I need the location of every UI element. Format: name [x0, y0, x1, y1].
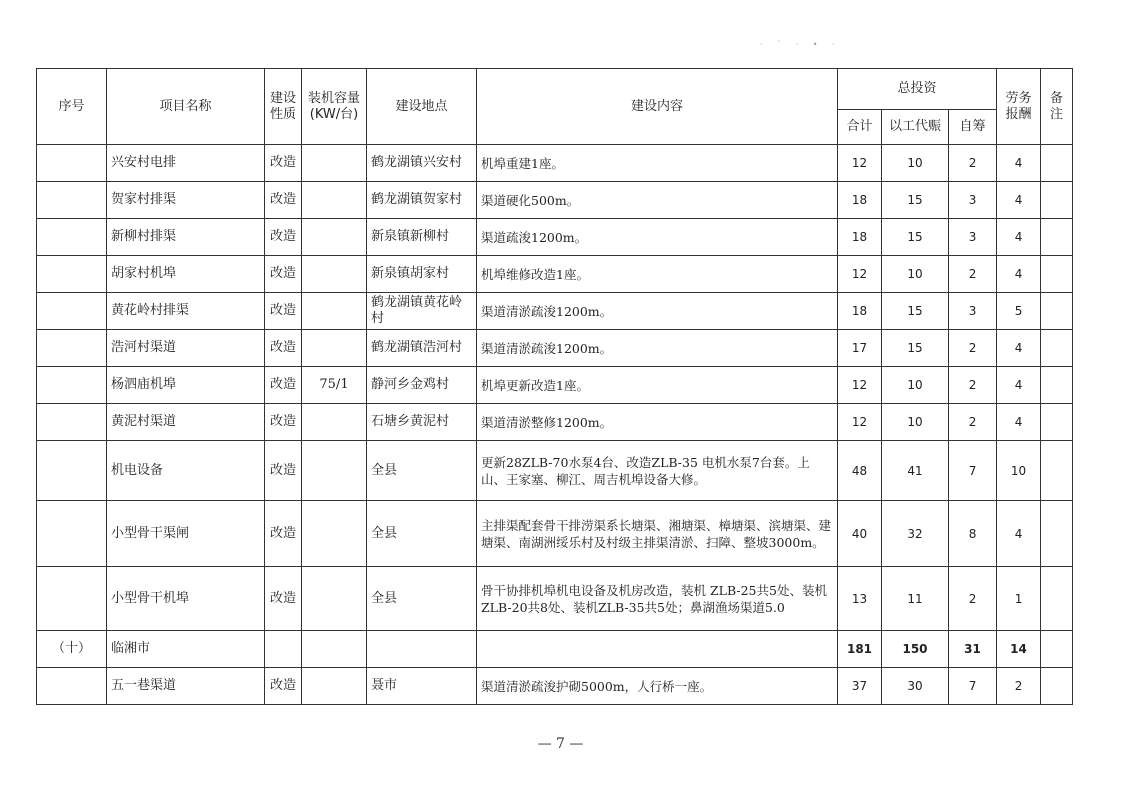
cell-remark: [1041, 668, 1073, 705]
cell-self: 2: [949, 367, 997, 404]
cell-capacity: [302, 668, 367, 705]
cell-relief: 150: [882, 631, 949, 668]
cell-name: 浩河村渠道: [107, 330, 265, 367]
cell-location: [367, 631, 477, 668]
cell-relief: 41: [882, 441, 949, 501]
cell-capacity: [302, 293, 367, 330]
cell-relief: 32: [882, 501, 949, 567]
cell-seq: [37, 501, 107, 567]
cell-seq: [37, 293, 107, 330]
cell-total: 17: [838, 330, 882, 367]
table-row: [37, 567, 1073, 631]
cell-remark: [1041, 182, 1073, 219]
cell-relief: 15: [882, 330, 949, 367]
cell-nature: 改造: [265, 501, 302, 567]
header-location: 建设地点: [367, 69, 477, 145]
cell-content: 渠道清淤疏浚1200m。: [477, 330, 838, 367]
cell-self: 3: [949, 182, 997, 219]
table-row: [37, 182, 1073, 219]
cell-relief: 30: [882, 668, 949, 705]
cell-content: [477, 631, 838, 668]
cell-seq: [37, 145, 107, 182]
cell-name: 贺家村排渠: [107, 182, 265, 219]
cell-name: 机电设备: [107, 441, 265, 501]
cell-nature: 改造: [265, 668, 302, 705]
cell-location: 鹤龙湖镇兴安村: [367, 145, 477, 182]
cell-content: 渠道清淤整修1200m。: [477, 404, 838, 441]
cell-seq: [37, 668, 107, 705]
header-self-raised: 自筹: [949, 110, 997, 145]
cell-total: 18: [838, 182, 882, 219]
cell-nature: 改造: [265, 145, 302, 182]
cell-relief: 15: [882, 182, 949, 219]
cell-total: 12: [838, 145, 882, 182]
header-nature: 建设性质: [265, 69, 302, 145]
cell-location: 石塘乡黄泥村: [367, 404, 477, 441]
cell-seq: [37, 182, 107, 219]
cell-self: 3: [949, 293, 997, 330]
header-project-name: 项目名称: [107, 69, 265, 145]
header-seq: 序号: [37, 69, 107, 145]
header-row-1: [37, 69, 1073, 110]
cell-remark: [1041, 404, 1073, 441]
cell-capacity: [302, 219, 367, 256]
cell-location: 新泉镇胡家村: [367, 256, 477, 293]
cell-relief: 15: [882, 293, 949, 330]
cell-capacity: [302, 501, 367, 567]
header-content: 建设内容: [477, 69, 838, 145]
cell-remark: [1041, 631, 1073, 668]
cell-nature: 改造: [265, 219, 302, 256]
cell-name: 黄花岭村排渠: [107, 293, 265, 330]
cell-capacity: [302, 256, 367, 293]
cell-seq: [37, 367, 107, 404]
table-row: [37, 256, 1073, 293]
cell-nature: 改造: [265, 293, 302, 330]
cell-name: 五一巷渠道: [107, 668, 265, 705]
cell-labor: 14: [997, 631, 1041, 668]
table-row: [37, 219, 1073, 256]
cell-nature: 改造: [265, 567, 302, 631]
cell-relief: 10: [882, 367, 949, 404]
cell-remark: [1041, 256, 1073, 293]
cell-labor: 4: [997, 256, 1041, 293]
cell-name: 小型骨干机埠: [107, 567, 265, 631]
cell-self: 2: [949, 256, 997, 293]
cell-content: 机埠维修改造1座。: [477, 256, 838, 293]
cell-total: 181: [838, 631, 882, 668]
cell-labor: 4: [997, 501, 1041, 567]
cell-seq: （十）: [37, 631, 107, 668]
header-total: 合计: [838, 110, 882, 145]
cell-name: 杨泗庙机埠: [107, 367, 265, 404]
cell-relief: 10: [882, 404, 949, 441]
cell-self: 2: [949, 404, 997, 441]
cell-labor: 4: [997, 145, 1041, 182]
cell-capacity: [302, 404, 367, 441]
cell-nature: 改造: [265, 330, 302, 367]
cell-remark: [1041, 330, 1073, 367]
cell-total: 18: [838, 293, 882, 330]
cell-nature: 改造: [265, 441, 302, 501]
table-row: [37, 330, 1073, 367]
cell-content: 机埠更新改造1座。: [477, 367, 838, 404]
cell-remark: [1041, 293, 1073, 330]
cell-self: 3: [949, 219, 997, 256]
cell-seq: [37, 256, 107, 293]
cell-labor: 4: [997, 182, 1041, 219]
cell-self: 7: [949, 441, 997, 501]
cell-content: 渠道疏浚1200m。: [477, 219, 838, 256]
cell-labor: 10: [997, 441, 1041, 501]
cell-capacity: 75/1: [302, 367, 367, 404]
cell-content: 渠道硬化500m。: [477, 182, 838, 219]
cell-seq: [37, 219, 107, 256]
table-row: [37, 404, 1073, 441]
cell-remark: [1041, 367, 1073, 404]
header-remark: 备注: [1041, 69, 1073, 145]
cell-seq: [37, 441, 107, 501]
cell-content: 骨干协排机埠机电设备及机房改造，装机 ZLB-25共5处、装机ZLB-20共8处、装机ZLB-35共5处；鼻湖渔场渠道5.0: [477, 567, 838, 631]
cell-capacity: [302, 330, 367, 367]
cell-nature: 改造: [265, 256, 302, 293]
cell-labor: 2: [997, 668, 1041, 705]
cell-seq: [37, 567, 107, 631]
header-investment: 总投资: [838, 69, 997, 110]
cell-remark: [1041, 567, 1073, 631]
cell-relief: 11: [882, 567, 949, 631]
table-row: [37, 668, 1073, 705]
cell-name: 黄泥村渠道: [107, 404, 265, 441]
cell-nature: 改造: [265, 182, 302, 219]
cell-seq: [37, 330, 107, 367]
cell-nature: [265, 631, 302, 668]
table-row: [37, 145, 1073, 182]
cell-relief: 10: [882, 145, 949, 182]
cell-nature: 改造: [265, 367, 302, 404]
cell-labor: 4: [997, 219, 1041, 256]
cell-total: 40: [838, 501, 882, 567]
cell-content: 渠道清淤疏浚1200m。: [477, 293, 838, 330]
cell-location: 静河乡金鸡村: [367, 367, 477, 404]
cell-self: 8: [949, 501, 997, 567]
cell-location: 聂市: [367, 668, 477, 705]
cell-name: 临湘市: [107, 631, 265, 668]
table-row: [37, 293, 1073, 330]
cell-nature: 改造: [265, 404, 302, 441]
cell-labor: 4: [997, 367, 1041, 404]
table-row: [37, 441, 1073, 501]
cell-location: 全县: [367, 501, 477, 567]
cell-self: 2: [949, 330, 997, 367]
page-number: — 7 —: [537, 736, 584, 752]
cell-self: 31: [949, 631, 997, 668]
cell-location: 全县: [367, 567, 477, 631]
cell-location: 鹤龙湖镇黄花岭村: [367, 293, 477, 330]
cell-total: 12: [838, 367, 882, 404]
cell-content: 更新28ZLB-70水泵4台、改造ZLB-35 电机水泵7台套。上山、王家塞、柳江、周吉机埠设备大修。: [477, 441, 838, 501]
cell-name: 兴安村电排: [107, 145, 265, 182]
cell-content: 渠道清淤疏浚护砌5000m，人行桥一座。: [477, 668, 838, 705]
cell-labor: 4: [997, 404, 1041, 441]
cell-name: 胡家村机埠: [107, 256, 265, 293]
cell-remark: [1041, 441, 1073, 501]
cell-total: 37: [838, 668, 882, 705]
cell-location: 新泉镇新柳村: [367, 219, 477, 256]
cell-location: 鹤龙湖镇浩河村: [367, 330, 477, 367]
cell-labor: 5: [997, 293, 1041, 330]
cell-location: 全县: [367, 441, 477, 501]
cell-capacity: [302, 631, 367, 668]
cell-self: 7: [949, 668, 997, 705]
cell-capacity: [302, 145, 367, 182]
investment-table: [36, 68, 1073, 705]
cell-self: 2: [949, 145, 997, 182]
cell-total: 12: [838, 256, 882, 293]
table-row: [37, 367, 1073, 404]
cell-total: 18: [838, 219, 882, 256]
cell-capacity: [302, 567, 367, 631]
table-row-subtotal: [37, 631, 1073, 668]
cell-total: 13: [838, 567, 882, 631]
cell-self: 2: [949, 567, 997, 631]
table-row: [37, 501, 1073, 567]
header-capacity: 装机容量(KW/台): [302, 69, 367, 145]
cell-seq: [37, 404, 107, 441]
scan-specks: · ` · • ·: [760, 40, 841, 49]
header-labor: 劳务报酬: [997, 69, 1041, 145]
cell-name: 小型骨干渠闸: [107, 501, 265, 567]
cell-content: 机埠重建1座。: [477, 145, 838, 182]
cell-relief: 15: [882, 219, 949, 256]
cell-remark: [1041, 219, 1073, 256]
cell-capacity: [302, 182, 367, 219]
cell-remark: [1041, 145, 1073, 182]
cell-total: 12: [838, 404, 882, 441]
cell-name: 新柳村排渠: [107, 219, 265, 256]
header-work-relief: 以工代赈: [882, 110, 949, 145]
cell-labor: 4: [997, 330, 1041, 367]
cell-capacity: [302, 441, 367, 501]
cell-remark: [1041, 501, 1073, 567]
cell-labor: 1: [997, 567, 1041, 631]
cell-total: 48: [838, 441, 882, 501]
cell-location: 鹤龙湖镇贺家村: [367, 182, 477, 219]
cell-content: 主排渠配套骨干排涝渠系长塘渠、湘塘渠、樟塘渠、滨塘渠、建塘渠、南湖洲绥乐村及村级主排渠清淤、扫障、整坡3000m。: [477, 501, 838, 567]
cell-relief: 10: [882, 256, 949, 293]
